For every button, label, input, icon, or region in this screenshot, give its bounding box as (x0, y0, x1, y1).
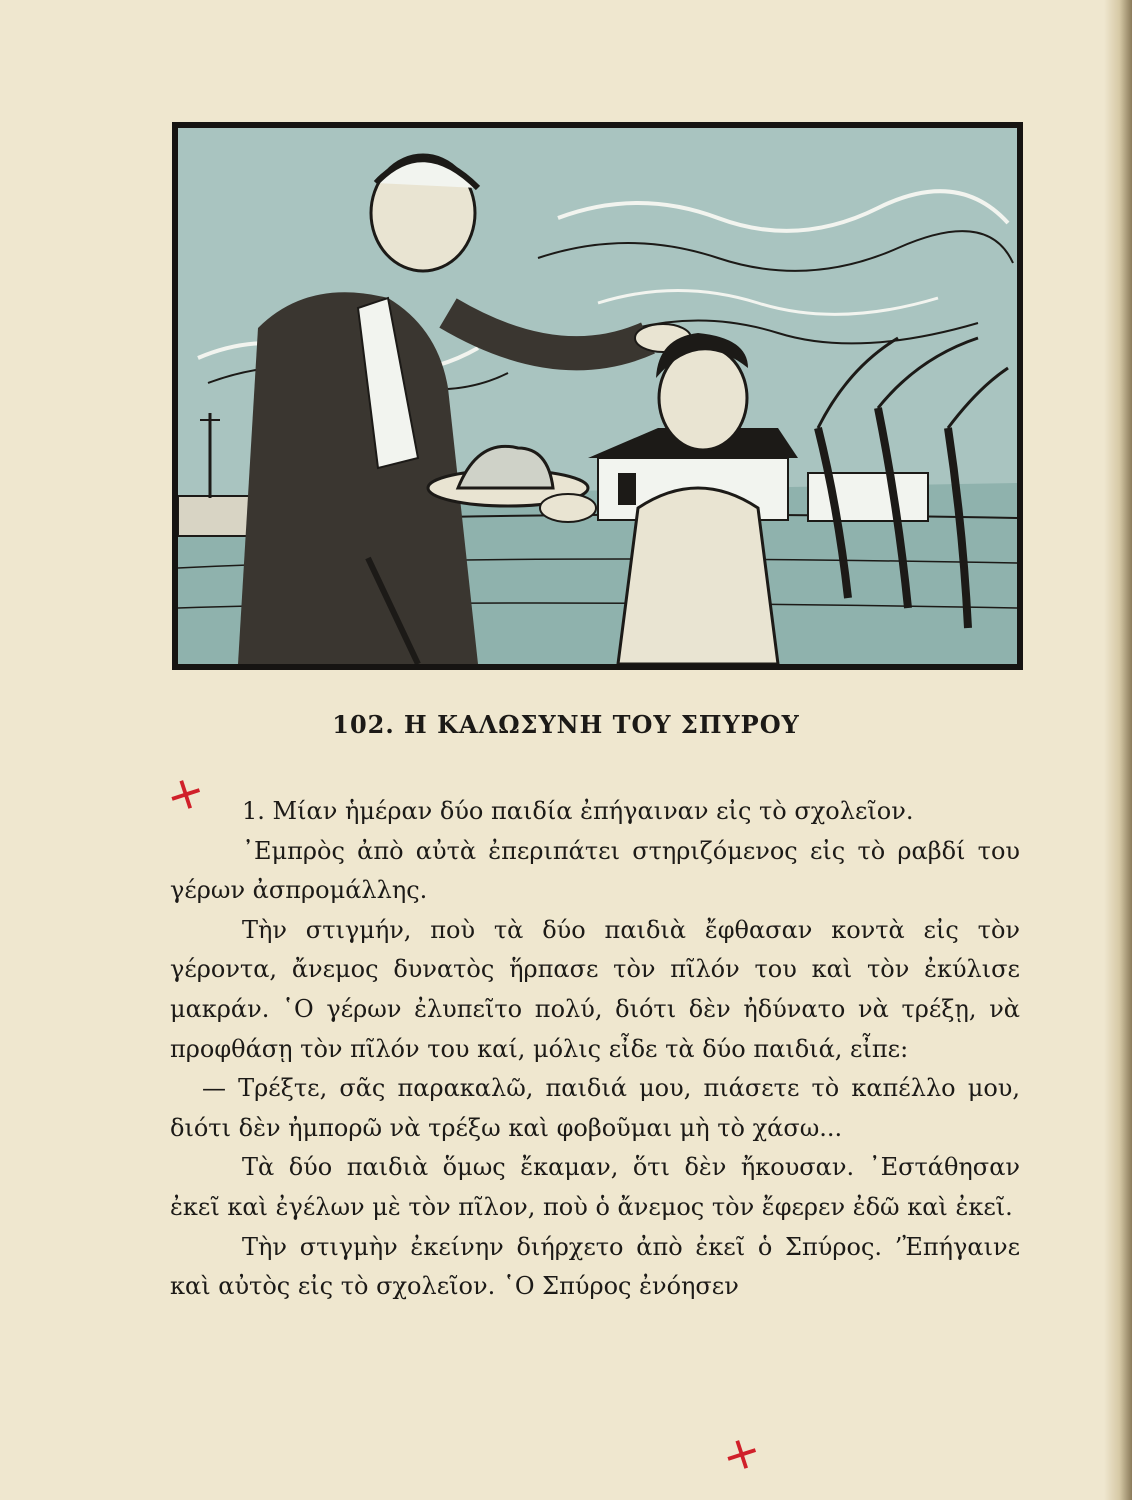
chapter-title: 102. Η ΚΑΛΩΣΥΝΗ ΤΟΥ ΣΠΥΡΟΥ (332, 710, 800, 739)
paragraph: Τὰ δύο παιδιὰ ὅμως ἔκαμαν, ὅτι δὲν ἤκουσαν. ᾿Εστάθησαν ἐκεῖ καὶ ἐγέλων μὲ τὸν πῖλον, ποὺ ὁ ἄνεμος τὸν ἔφερεν ἐδῶ καὶ ἐκεῖ. (170, 1153, 1020, 1221)
dialogue-paragraph: — Τρέξτε, σᾶς παρακαλῶ, παιδιά μου, πιάσετε τὸ καπέλλο μου, διότι δὲν ἠμπορῶ νὰ τρέξω καὶ φοβοῦμαι μὴ τὸ χάσω... (170, 1074, 1020, 1142)
paragraph: Τὴν στιγμήν, ποὺ τὰ δύο παιδιὰ ἔφθασαν κοντὰ εἰς τὸν γέροντα, ἄνεμος δυνατὸς ἥρπασε τὸν πῖλόν του καὶ τὸν ἐκύλισε μακράν. ῾Ο γέρων ἐλυπεῖτο πολύ, διότι δὲν ἠδύνατο νὰ τρέξῃ, νὰ προφθάσῃ τὸν πῖλόν του καί, μόλις εἶδε τὰ δύο παιδιά, εἶπε: (170, 915, 1020, 1063)
red-cross-mark-icon: + (158, 761, 212, 825)
woodcut-illustration (178, 128, 1017, 664)
illustration (172, 122, 1023, 670)
paragraph: ᾿Εμπρὸς ἀπὸ αὐτὰ ἐπεριπάτει στηριζόμενος εἰς τὸ ραβδί του γέρων ἀσπρομάλλης. (170, 836, 1020, 905)
paragraph: Τὴν στιγμὴν ἐκείνην διήρχετο ἀπὸ ἐκεῖ ὁ Σπύρος. ’Ἐπήγαινε καὶ αὐτὸς εἰς τὸ σχολεῖον. ῾Ο Σπύρος ἐνόησεν (170, 1232, 1020, 1301)
page-spine (1104, 0, 1132, 1500)
red-cross-mark-icon: + (714, 1421, 768, 1485)
paragraph: 1. Μίαν ἡμέραν δύο παιδία ἐπήγαιναν εἰς τὸ σχολεῖον. (242, 797, 914, 825)
body-text (170, 792, 1020, 1307)
